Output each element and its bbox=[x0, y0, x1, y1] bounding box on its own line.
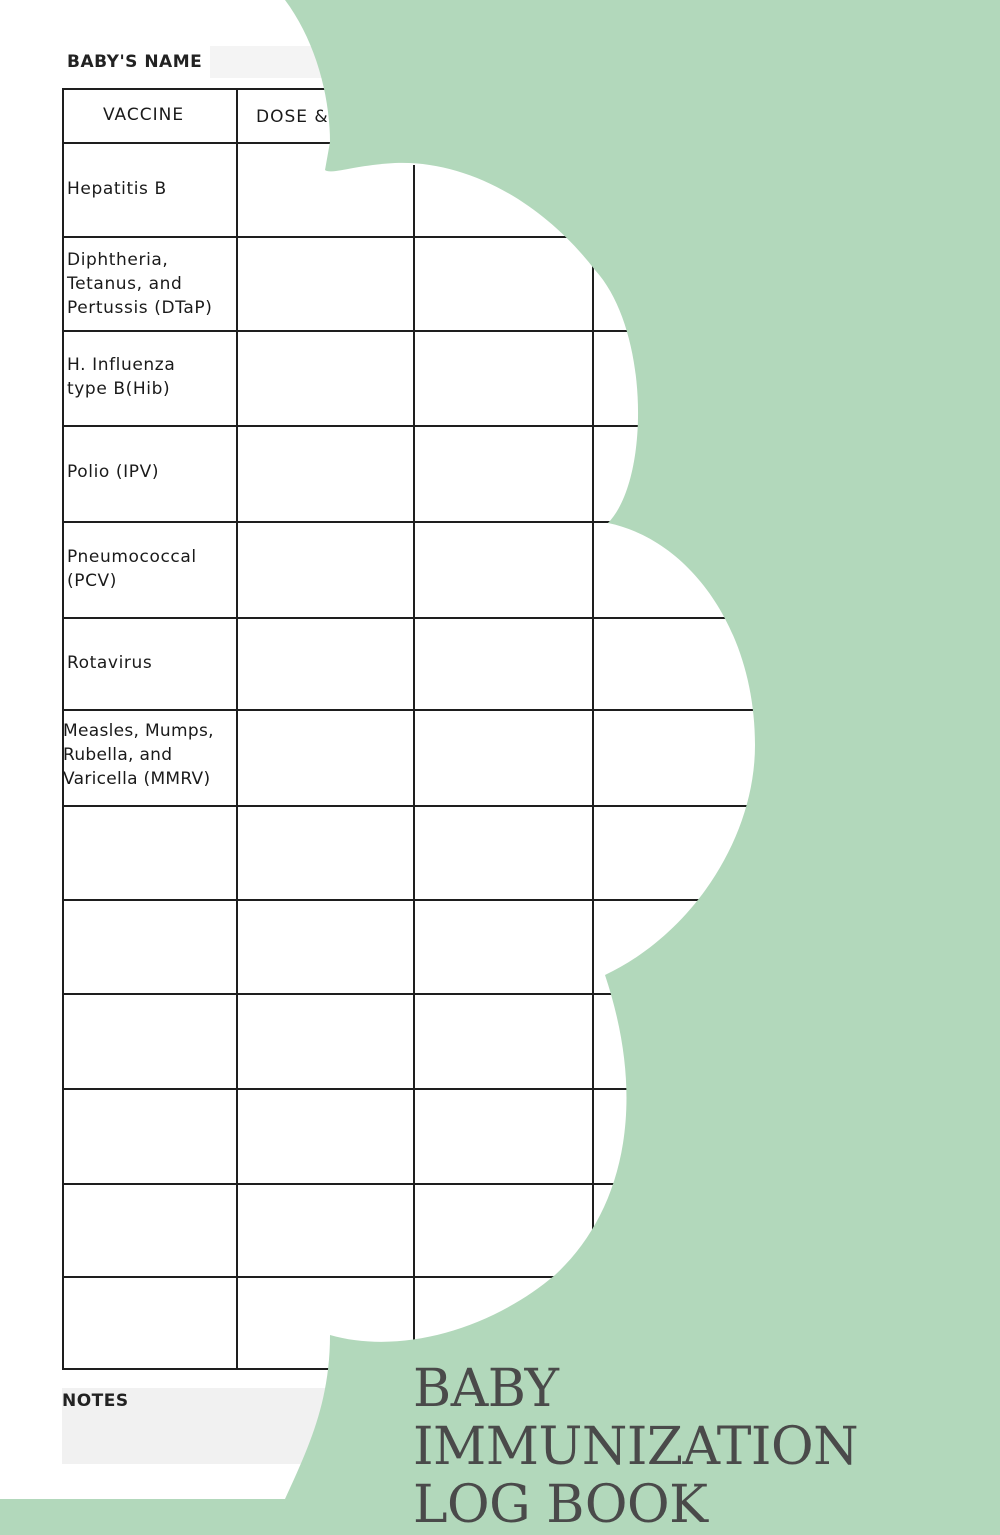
vaccine-name: H. Influenza type B(Hib) bbox=[67, 355, 176, 399]
cover-title-line1: BABY IMMUNIZATION bbox=[413, 1359, 859, 1477]
vaccine-name: Rotavirus bbox=[67, 653, 153, 673]
cover-title-line2: LOG BOOK bbox=[413, 1475, 708, 1535]
header-vaccine: VACCINE bbox=[103, 105, 185, 125]
vaccine-name: Hepatitis B bbox=[67, 179, 167, 199]
vaccine-name: Diphtheria, Tetanus, and Pertussis (DTaP) bbox=[67, 250, 213, 318]
vaccine-name: Measles, Mumps, Rubella, and Varicella (MMRV) bbox=[63, 721, 214, 789]
notes-label: NOTES bbox=[62, 1391, 129, 1411]
vaccine-name: Polio (IPV) bbox=[67, 462, 160, 482]
vaccine-name: Pneumococcal (PCV) bbox=[67, 547, 197, 591]
cover-title bbox=[413, 1360, 993, 1534]
baby-name-label: BABY'S NAME bbox=[67, 52, 203, 72]
header-dose: DOSE & bbox=[256, 107, 329, 127]
